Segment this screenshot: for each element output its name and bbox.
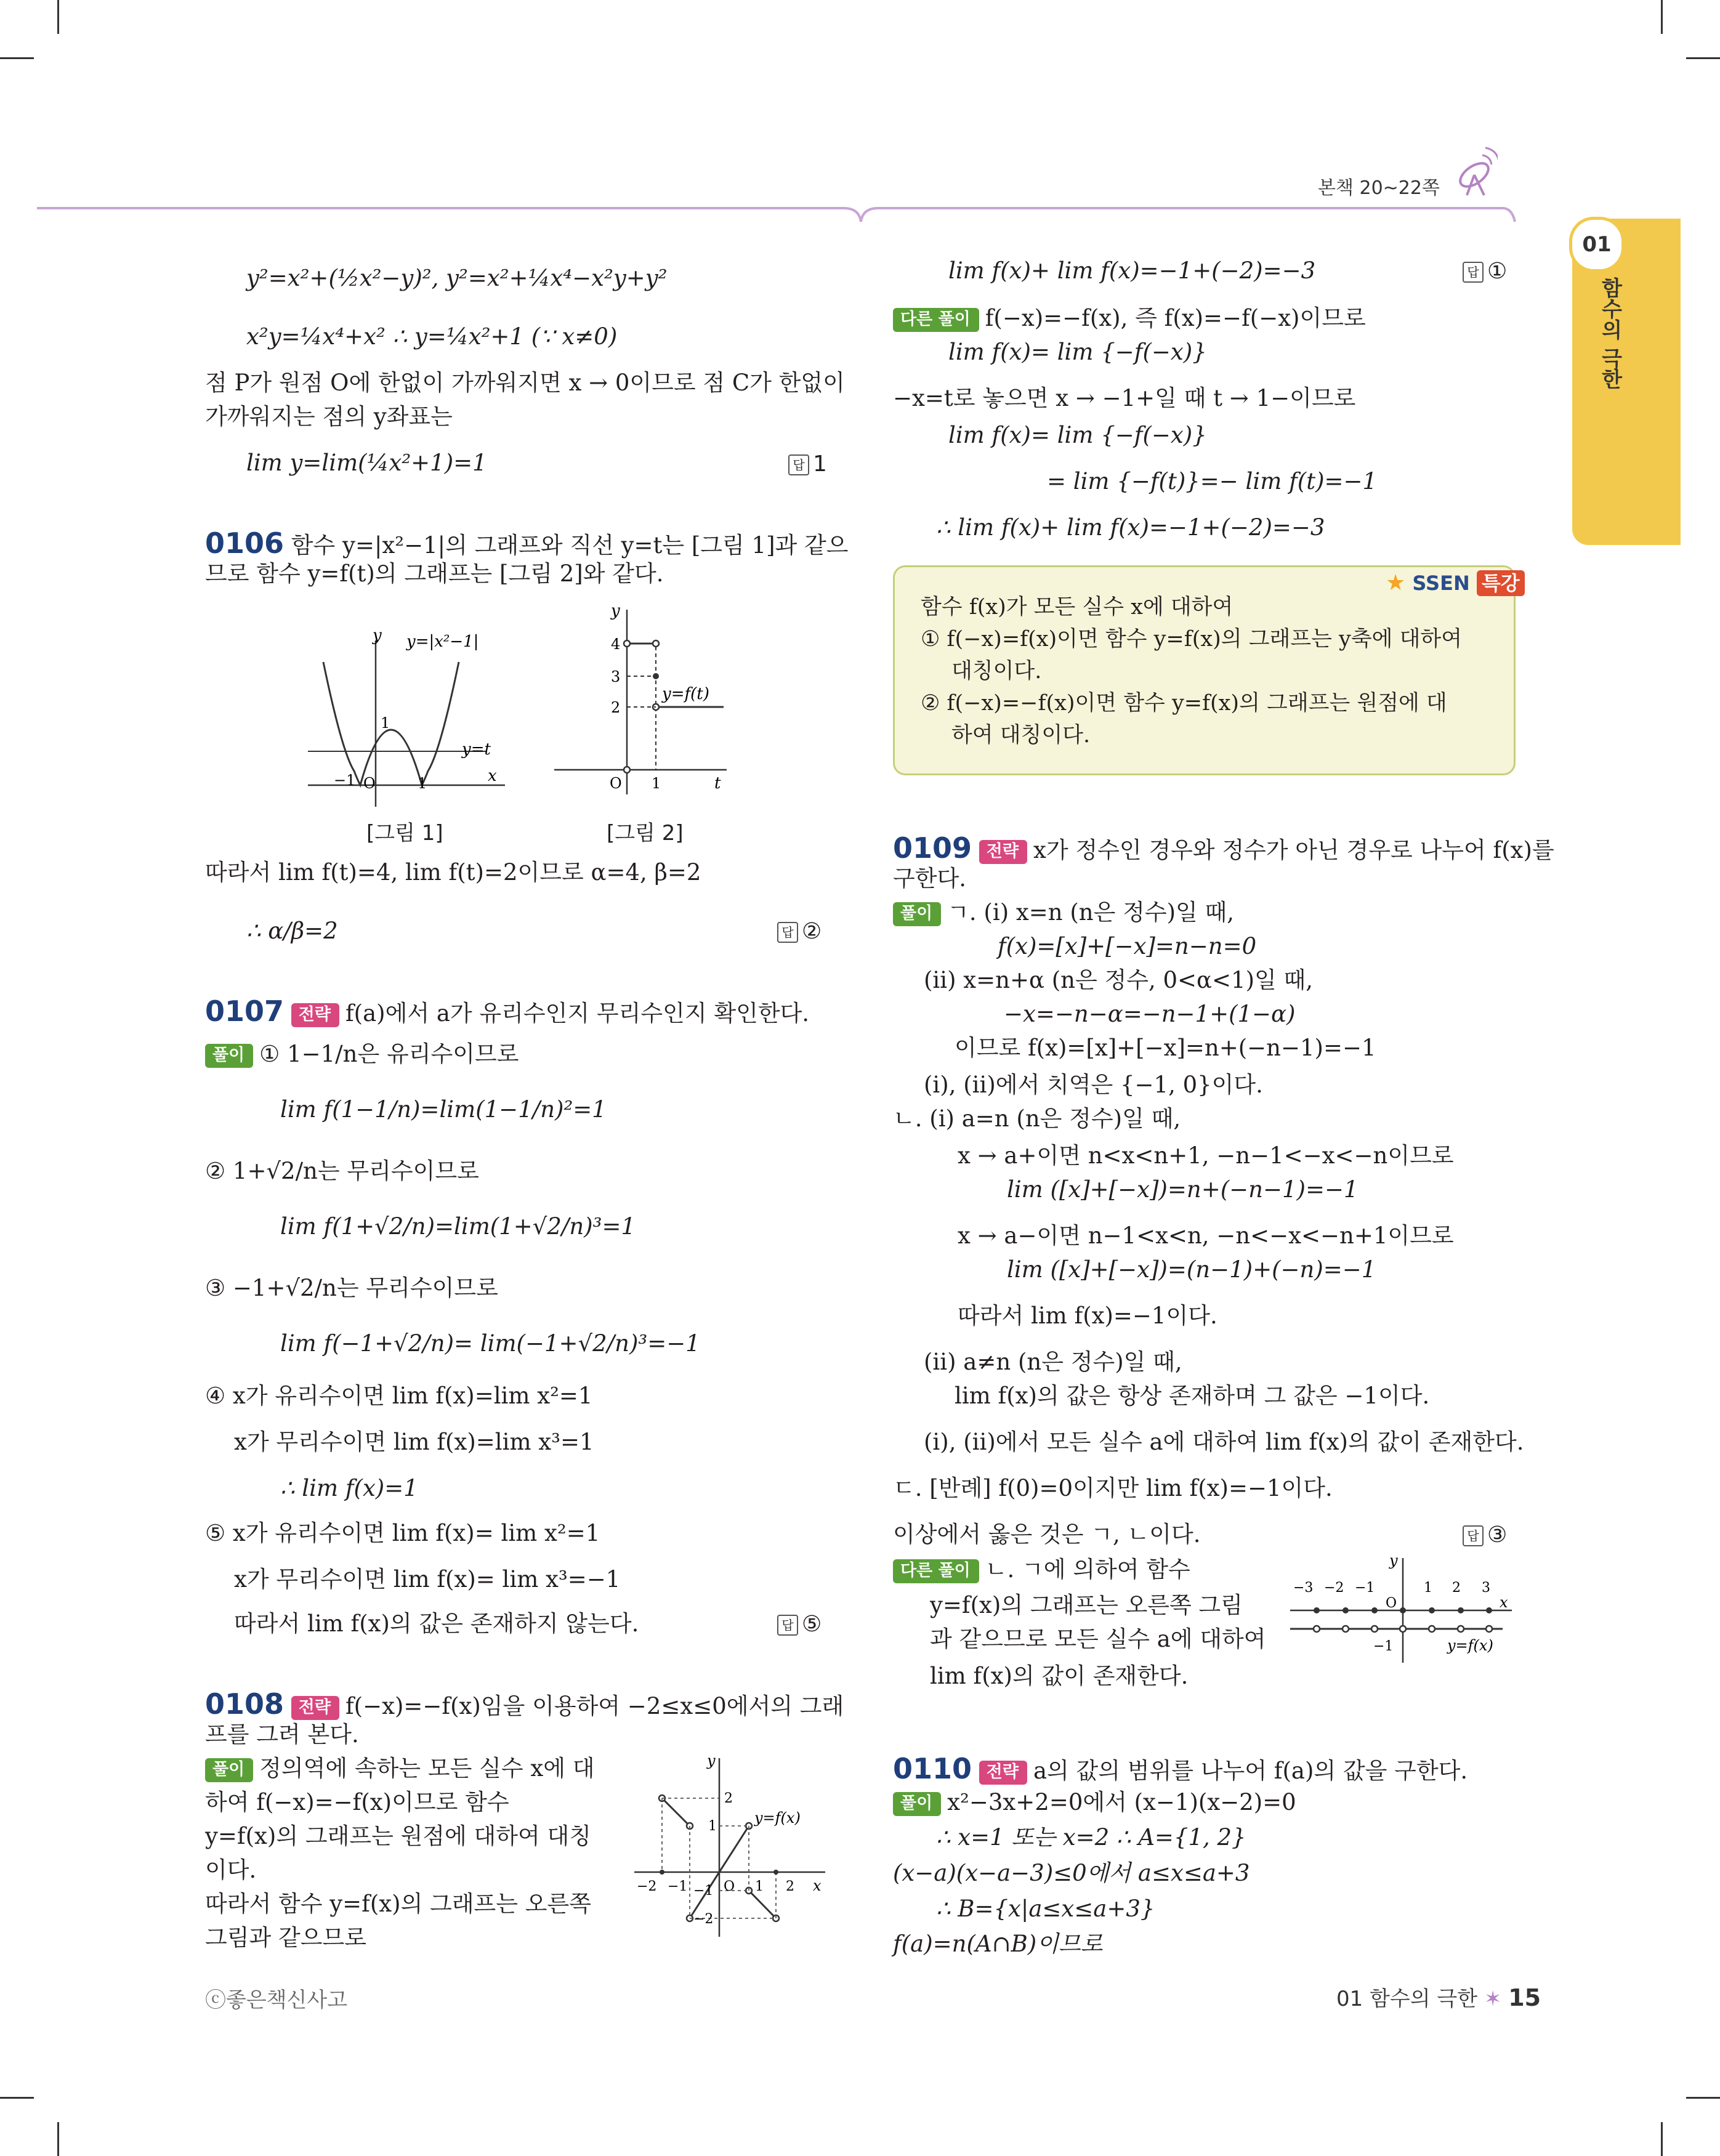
answer-icon: 답 [1463, 1525, 1484, 1546]
origin-label: O [724, 1879, 735, 1894]
text-line: lim f(x)= lim {−f(−x)} [948, 339, 1207, 365]
text-line: ∴ lim f(x)+ lim f(x)=−1+(−2)=−3 [936, 514, 1325, 541]
alt-solution-tag: 다른 풀이 [893, 1559, 979, 1583]
tick-label: 4 [611, 636, 621, 653]
text-line: (ii) a≠n (n은 정수)일 때, [924, 1349, 1182, 1375]
text-line: 점 P가 원점 O에 한없이 가까워지면 x → 0이므로 점 C가 한없이 [205, 369, 845, 396]
tick-label: −3 [1293, 1580, 1314, 1596]
strategy-tag: 전략 [979, 840, 1027, 864]
text-line: (i), (ii)에서 모든 실수 a에 대하여 lim f(x)의 값이 존재한다. [924, 1429, 1524, 1455]
axis-label: y [1389, 1552, 1398, 1569]
text-line: x가 무리수이면 lim f(x)= lim x³=−1 [234, 1566, 621, 1593]
problem-0106-line [205, 527, 849, 560]
figure-0109-graph [1287, 1552, 1515, 1669]
text-span: f(a)에서 a가 유리수인지 무리수인지 확인한다. [345, 1000, 810, 1027]
problem-number: 0107 [205, 995, 285, 1028]
answer-icon: 답 [777, 1615, 798, 1636]
text-line: 하여 대칭이다. [951, 723, 1091, 748]
text-line: 므로 함수 y=f(t)의 그래프는 [그림 2]와 같다. [205, 560, 664, 587]
axis-label: x [813, 1877, 822, 1894]
text-line: ∴ B={x|a≤x≤a+3} [936, 1896, 1155, 1922]
axis-label: x [1500, 1594, 1508, 1611]
text-span: 함수 y=|x²−1|의 그래프와 직선 y=t는 [그림 1]과 같으 [291, 532, 849, 559]
figure-1-caption: [그림 1] [366, 821, 443, 846]
answer-value: ⑤ [802, 1612, 822, 1637]
tick-label: −2 [637, 1879, 657, 1894]
text-line: lim ([x]+[−x])=(n−1)+(−n)=−1 [1007, 1256, 1376, 1283]
curve-label: y=f(t) [662, 685, 709, 703]
problem-0107-line [205, 995, 809, 1028]
text-span: x가 정수인 경우와 정수가 아닌 경우로 나누어 f(x)를 [1033, 837, 1554, 863]
answer-mark [777, 919, 822, 944]
tick-label: −1 [334, 772, 356, 789]
text-line: 대칭이다. [951, 659, 1042, 684]
text-span: 정의역에 속하는 모든 실수 x에 대 [259, 1755, 595, 1782]
problem-number: 0110 [893, 1752, 972, 1785]
answer-value: ② [802, 919, 822, 944]
answer-mark [1463, 1522, 1507, 1548]
tick-label: −1 [1355, 1580, 1375, 1596]
crop-mark [1661, 0, 1663, 34]
text-line: 프를 그려 본다. [205, 1721, 359, 1748]
tick-label: 2 [724, 1791, 733, 1806]
text-line: ① f(−x)=f(x)이면 함수 y=f(x)의 그래프는 y축에 대하여 [921, 627, 1463, 652]
text-line: x²y=¼x⁴+x² ∴ y=¼x²+1 (∵ x≠0) [246, 323, 618, 350]
crop-mark [1686, 2097, 1720, 2099]
text-line: lim f(1−1/n)=lim(1−1/n)²=1 [280, 1096, 607, 1123]
problem-0109-line [893, 831, 1554, 865]
text-line: x가 무리수이면 lim f(x)=lim x³=1 [234, 1429, 594, 1455]
text-line: ㄴ. (i) a=n (n은 정수)일 때, [893, 1105, 1181, 1132]
axis-label: t [714, 774, 721, 793]
text-line: lim f(x)+ lim f(x)=−1+(−2)=−3 [948, 257, 1316, 284]
text-line: (ii) x=n+α (n은 정수, 0<α<1)일 때, [924, 967, 1314, 993]
chapter-number: 01 [1569, 217, 1625, 272]
tick-label: 1 [381, 714, 390, 732]
text-line: −x=−n−α=−n−1+(1−α) [1004, 1001, 1296, 1027]
crop-mark [57, 2122, 59, 2156]
text-line: 과 같으므로 모든 실수 a에 대하여 [930, 1626, 1266, 1652]
text-line: ∴ α/β=2 [246, 918, 338, 944]
text-line: ③ −1+√2/n는 무리수이므로 [205, 1275, 498, 1301]
text-span: ㄱ. (i) x=n (n은 정수)일 때, [947, 899, 1235, 926]
origin-label: O [1386, 1596, 1397, 1611]
text-line: lim f(x)의 값은 항상 존재하며 그 값은 −1이다. [955, 1383, 1430, 1409]
figure-1-graph [296, 628, 517, 813]
answer-icon: 답 [788, 454, 809, 475]
text-line: 이므로 f(x)=[x]+[−x]=n+(−n−1)=−1 [955, 1035, 1376, 1061]
text-line [893, 1556, 1190, 1583]
chapter-title: 함수의 극한 [1597, 277, 1622, 389]
text-line: 따라서 lim f(x)=−1이다. [958, 1302, 1217, 1329]
text-line: 함수 f(x)가 모든 실수 x에 대하여 [921, 595, 1233, 620]
page-number: 15 [1508, 1984, 1541, 2011]
answer-value: ① [1487, 259, 1508, 284]
text-line: f(x)=[x]+[−x]=n−n=0 [998, 933, 1257, 959]
tick-label: 1 [652, 775, 661, 792]
tick-label: 1 [1424, 1580, 1432, 1596]
solution-tag: 풀이 [893, 902, 941, 926]
crop-mark [57, 0, 59, 34]
text-line: 하여 f(−x)=−f(x)이므로 함수 [205, 1789, 509, 1815]
answer-icon: 답 [1463, 262, 1484, 283]
text-line: 따라서 lim f(t)=4, lim f(t)=2이므로 α=4, β=2 [205, 859, 701, 886]
axis-label: y [373, 628, 382, 645]
text-line: 이다. [205, 1857, 257, 1883]
text-line: y=f(x)의 그래프는 오른쪽 그림 [930, 1592, 1243, 1618]
problem-number: 0106 [205, 527, 285, 560]
problem-0110-line [893, 1752, 1468, 1786]
text-span: x²−3x+2=0에서 (x−1)(x−2)=0 [947, 1789, 1296, 1815]
problem-number: 0108 [205, 1687, 285, 1721]
text-span: a의 값의 범위를 나누어 f(a)의 값을 구한다. [1033, 1758, 1468, 1784]
text-line: −x=t로 놓으면 x → −1+일 때 t → 1−이므로 [893, 385, 1356, 411]
text-line: ② 1+√2/n는 무리수이므로 [205, 1158, 479, 1184]
text-line: ⑤ x가 유리수이면 lim f(x)= lim x²=1 [205, 1520, 600, 1546]
tick-label: −1 [693, 1883, 714, 1899]
answer-mark [788, 451, 827, 477]
strategy-tag: 전략 [979, 1761, 1027, 1785]
ssen-label: 특강 [1477, 570, 1525, 596]
text-line: 그림과 같으므로 [205, 1924, 366, 1951]
footer-chapter [1336, 1982, 1541, 2012]
text-line: 이상에서 옳은 것은 ㄱ, ㄴ이다. [893, 1521, 1201, 1548]
line-label: y=t [462, 740, 491, 759]
crop-mark [1661, 2122, 1663, 2156]
text-line: ② f(−x)=−f(x)이면 함수 y=f(x)의 그래프는 원점에 대 [921, 691, 1447, 716]
crop-mark [1686, 57, 1720, 59]
answer-mark [1463, 259, 1507, 284]
text-span: ㄴ. ㄱ에 의하여 함수 [985, 1556, 1190, 1583]
figure-2-caption: [그림 2] [607, 821, 684, 846]
tick-label: −1 [1373, 1639, 1394, 1654]
tick-label: −2 [693, 1912, 714, 1927]
text-line: lim f(−1+√2/n)= lim(−1+√2/n)³=−1 [280, 1330, 700, 1357]
origin-label: O [363, 775, 376, 792]
text-line: lim f(x)= lim {−f(−x)} [948, 422, 1207, 448]
text-line: lim f(x)의 값이 존재한다. [930, 1663, 1189, 1689]
text-line: ∴ x=1 또는 x=2 ∴ A={1, 2} [936, 1824, 1246, 1851]
solution-tag: 풀이 [205, 1758, 253, 1782]
text-line: 따라서 함수 y=f(x)의 그래프는 오른쪽 [205, 1891, 592, 1917]
footer-chapter-text: 01 함수의 극한 [1336, 1987, 1478, 2011]
tick-label: 1 [755, 1879, 764, 1894]
text-line [893, 305, 1366, 332]
ssen-badge [1386, 568, 1525, 596]
text-line: y=f(x)의 그래프는 원점에 대하여 대칭 [205, 1823, 592, 1849]
tick-label: 1 [418, 775, 427, 792]
header-frame [37, 185, 1527, 259]
answer-value: 1 [813, 451, 827, 477]
copyright: ⓒ좋은책신사고 [205, 1988, 348, 2013]
text-line: = lim {−f(t)}=− lim f(t)=−1 [1047, 468, 1378, 495]
tick-label: −2 [1324, 1580, 1344, 1596]
star-icon: ★ [1386, 570, 1406, 596]
text-span: f(−x)=−f(x), 즉 f(x)=−f(−x)이므로 [985, 305, 1366, 331]
satellite-icon [1448, 143, 1498, 198]
text-line: lim ([x]+[−x])=n+(−n−1)=−1 [1007, 1176, 1359, 1203]
text-line [205, 1755, 595, 1782]
solution-tag: 풀이 [893, 1792, 941, 1816]
text-line: lim f(1+√2/n)=lim(1+√2/n)³=1 [280, 1213, 636, 1240]
text-line: 가까워지는 점의 y좌표는 [205, 403, 453, 430]
crop-mark [0, 57, 34, 59]
tick-label: 1 [708, 1819, 717, 1834]
tick-label: 3 [1482, 1580, 1490, 1596]
curve-label: y=f(x) [754, 1809, 801, 1827]
text-line: (i), (ii)에서 치역은 {−1, 0}이다. [924, 1072, 1263, 1098]
text-line [205, 1041, 519, 1068]
figure-2-graph [542, 604, 739, 813]
answer-icon: 답 [777, 922, 798, 943]
text-line: ㄷ. [반례] f(0)=0이지만 lim f(x)=−1이다. [893, 1475, 1333, 1501]
strategy-tag: 전략 [291, 1696, 339, 1720]
text-line: f(a)=n(A∩B)이므로 [893, 1931, 1103, 1957]
curve-label: y=f(x) [1447, 1637, 1493, 1654]
text-line: x → a+이면 n<x<n+1, −n−1<−x<−n이므로 [958, 1142, 1454, 1169]
text-line [893, 1789, 1296, 1816]
ssen-brand: SSEN [1412, 571, 1470, 595]
problem-number: 0109 [893, 831, 972, 865]
text-span: ① 1−1/n은 유리수이므로 [259, 1041, 519, 1067]
text-line: 따라서 lim f(x)의 값은 존재하지 않는다. [234, 1610, 639, 1637]
text-span: f(−x)=−f(x)임을 이용하여 −2≤x≤0에서의 그래 [345, 1693, 844, 1719]
axis-label: x [488, 767, 497, 785]
text-line: lim y=lim(¼x²+1)=1 [246, 450, 487, 476]
text-line: x → a−이면 n−1<x<n, −n<−x<−n+1이므로 [958, 1222, 1454, 1249]
text-line [893, 899, 1234, 926]
page-reference: 본책 20~22쪽 [1318, 177, 1440, 199]
text-line: 구한다. [893, 865, 966, 892]
crop-mark [0, 2097, 34, 2099]
axis-label: y [707, 1752, 716, 1769]
text-line: ∴ lim f(x)=1 [280, 1475, 418, 1501]
star-separator-icon: ✶ [1484, 1987, 1502, 2011]
solution-tag: 풀이 [205, 1044, 253, 1068]
curve-label: y=|x²−1| [406, 632, 479, 651]
tick-label: 3 [611, 668, 621, 685]
answer-value: ③ [1487, 1522, 1508, 1548]
alt-solution-tag: 다른 풀이 [893, 308, 979, 332]
figure-0108-graph [628, 1752, 831, 1943]
problem-0108-line [205, 1687, 844, 1721]
text-line: y²=x²+(½x²−y)², y²=x²+¼x⁴−x²y+y² [246, 265, 668, 291]
tick-label: 2 [1452, 1580, 1461, 1596]
text-line: ④ x가 유리수이면 lim f(x)=lim x²=1 [205, 1383, 593, 1409]
tick-label: −1 [668, 1879, 688, 1894]
text-line: (x−a)(x−a−3)≤0에서 a≤x≤a+3 [893, 1860, 1250, 1886]
origin-label: O [610, 775, 622, 792]
tick-label: 2 [786, 1879, 794, 1894]
strategy-tag: 전략 [291, 1003, 339, 1027]
tick-label: 2 [611, 699, 621, 716]
answer-mark [777, 1612, 822, 1637]
axis-label: y [611, 604, 620, 620]
